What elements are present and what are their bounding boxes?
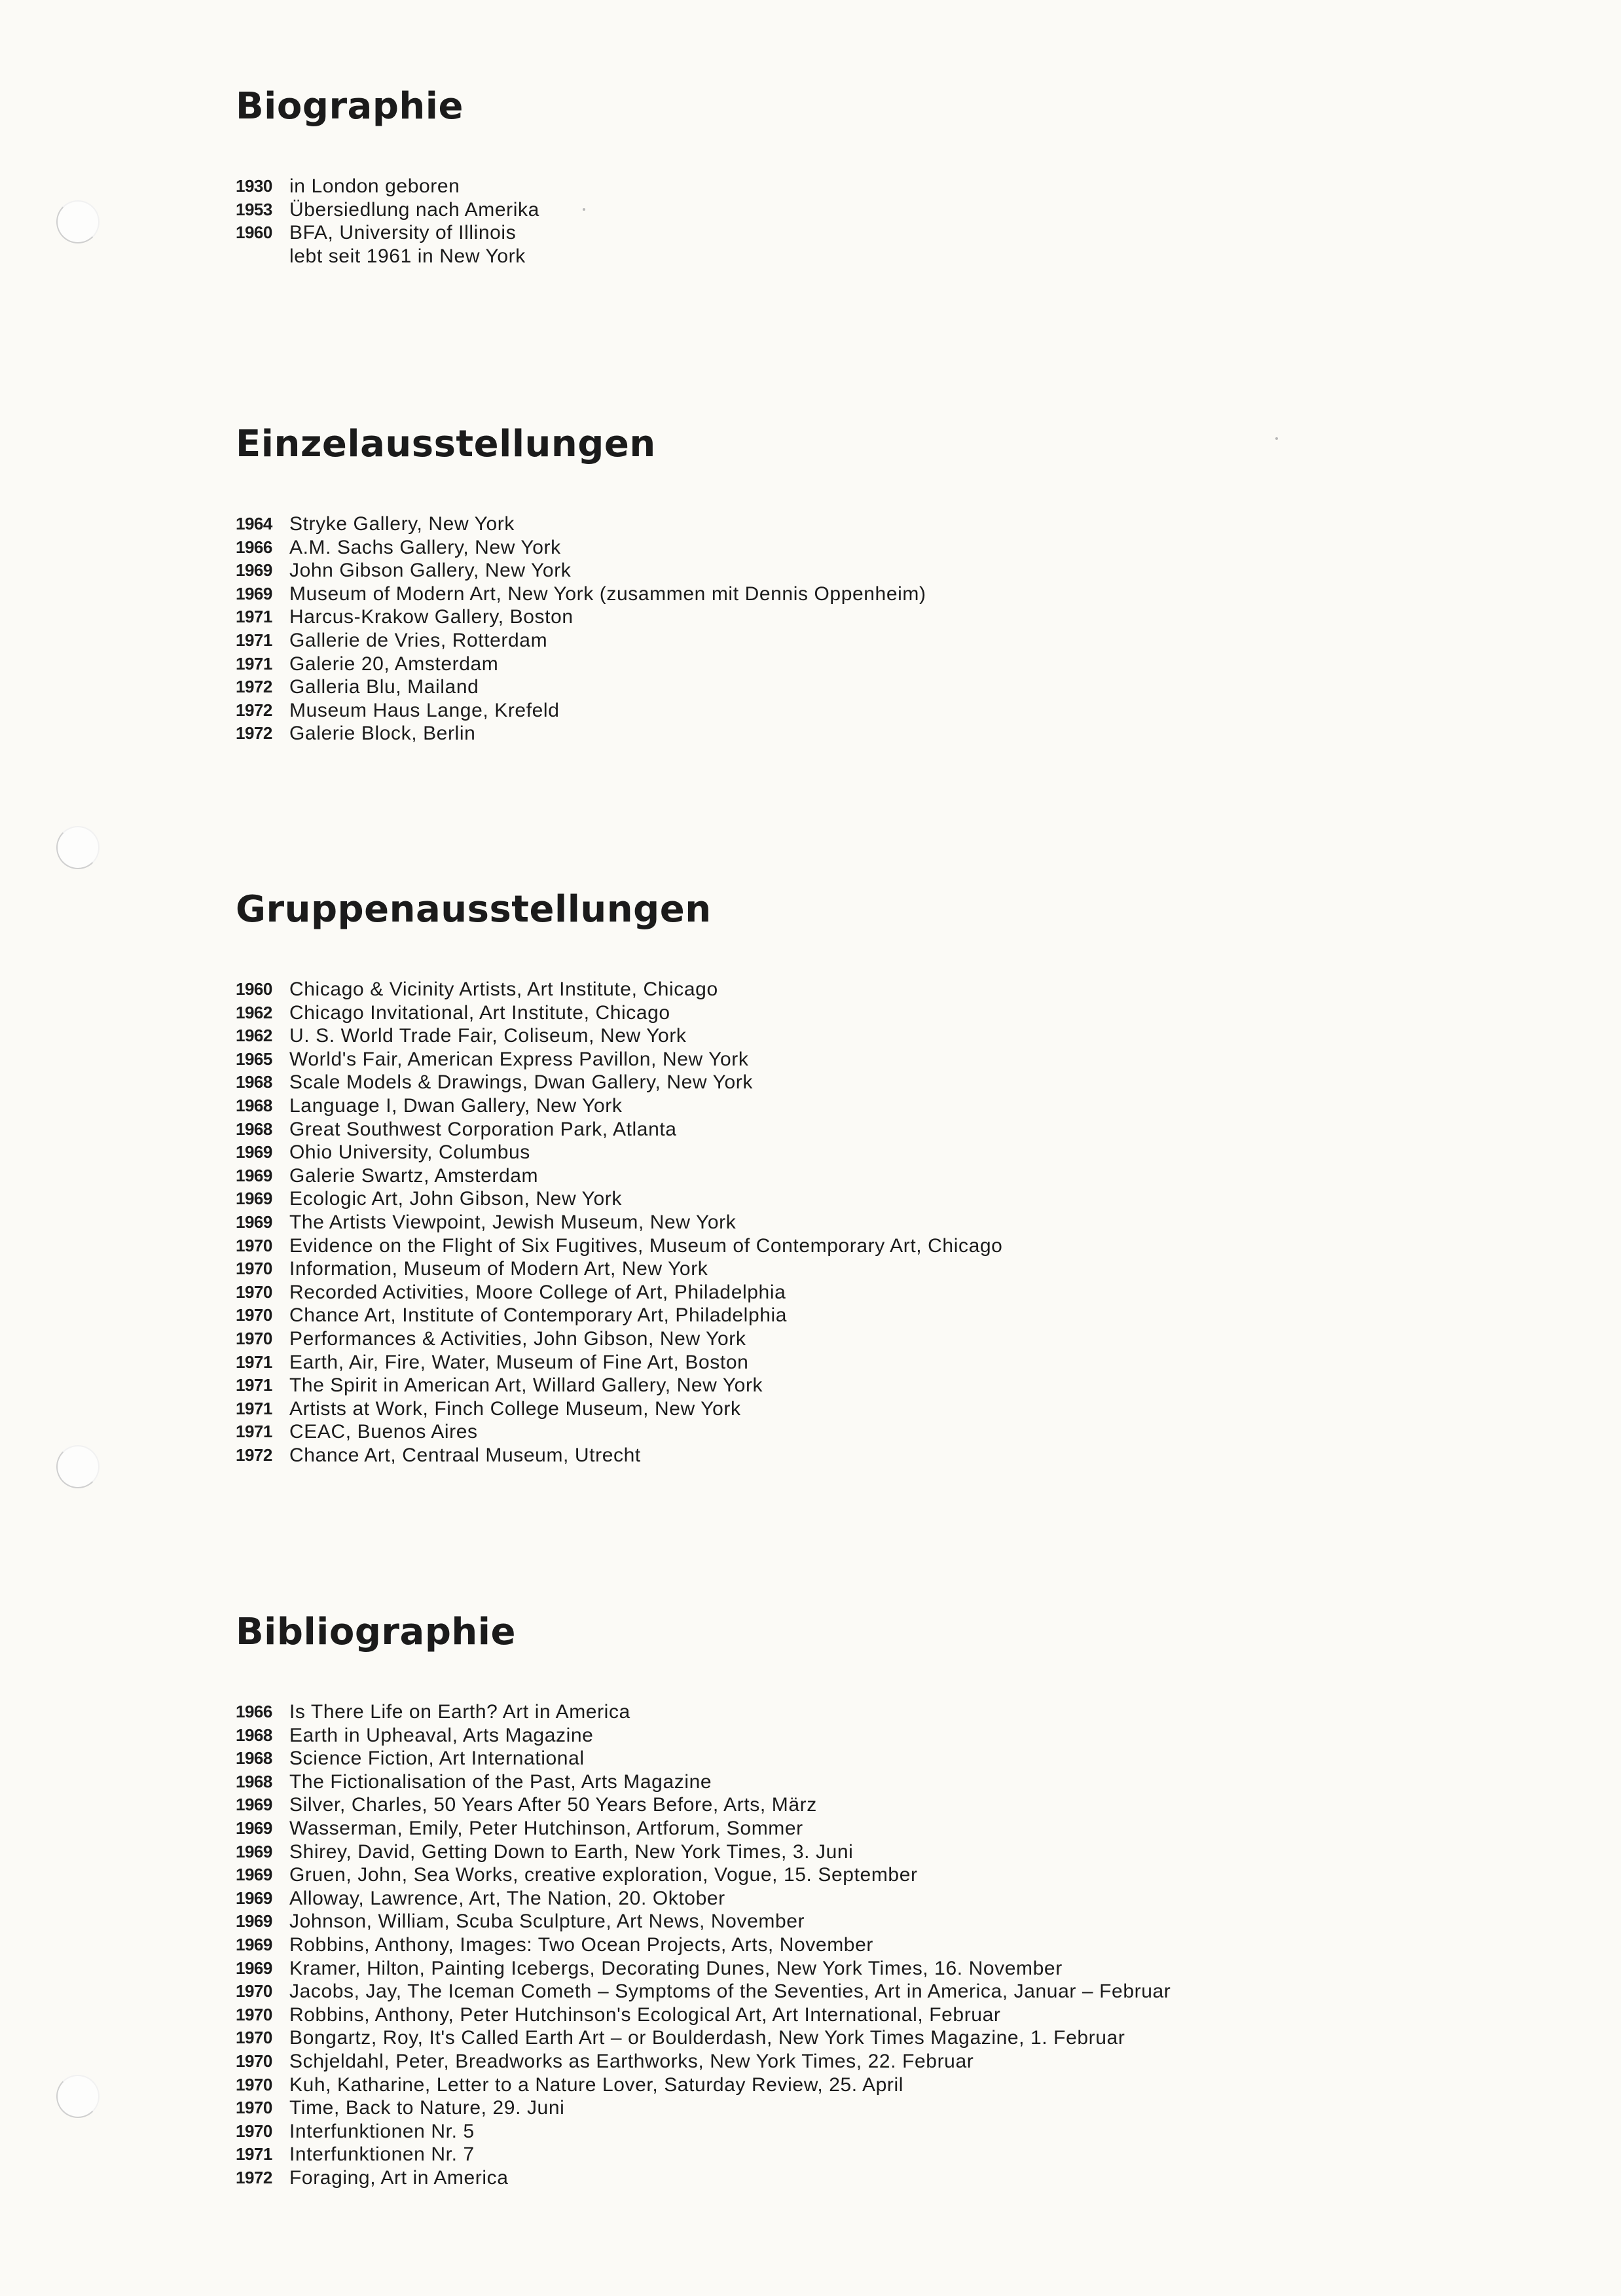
list-item [236, 1094, 1002, 1118]
list-item [236, 1257, 1002, 1281]
list-item [236, 653, 926, 676]
list-item [236, 1700, 1171, 1724]
item-text: lebt seit 1961 in New York [289, 245, 526, 267]
list-item [236, 1957, 1171, 1981]
list-item [236, 2120, 1171, 2144]
einzelausstellungen-list [236, 512, 926, 745]
item-text: Evidence on the Flight of Six Fugitives, Museum of Contemporary Art, Chicago [289, 1234, 1003, 1257]
item-text: Earth, Air, Fire, Water, Museum of Fine Art, Boston [289, 1351, 749, 1373]
gruppenausstellungen-list [236, 978, 1002, 1467]
item-text: Shirey, David, Getting Down to Earth, New York Times, 3. Juni [289, 1840, 854, 1863]
item-year [236, 245, 289, 268]
item-text: Language I, Dwan Gallery, New York [289, 1094, 623, 1117]
item-year: 1969 [236, 583, 272, 603]
section-biographie [236, 85, 539, 268]
list-item [236, 629, 926, 653]
item-text: Performances & Activities, John Gibson, New York [289, 1327, 746, 1350]
paper-speck [1275, 437, 1278, 440]
list-item [236, 978, 1002, 1001]
item-year: 1968 [236, 1748, 272, 1768]
item-text: Foraging, Art in America [289, 2166, 509, 2189]
item-year: 1970 [236, 2028, 272, 2048]
item-text: Interfunktionen Nr. 5 [289, 2120, 475, 2142]
item-text: Gallerie de Vries, Rotterdam [289, 629, 548, 651]
list-item [236, 1863, 1171, 1887]
item-year: 1962 [236, 1026, 272, 1046]
item-text: Johnson, William, Scuba Sculpture, Art News, November [289, 1910, 805, 1933]
item-year: 1971 [236, 607, 272, 627]
list-item [236, 722, 926, 745]
item-text: Scale Models & Drawings, Dwan Gallery, New York [289, 1071, 753, 1094]
list-item [236, 1374, 1002, 1397]
item-year: 1971 [236, 2144, 272, 2164]
item-year: 1968 [236, 1771, 272, 1791]
item-text: Stryke Gallery, New York [289, 513, 515, 535]
section-einzelausstellungen [236, 423, 926, 745]
punch-hole [56, 2075, 100, 2118]
section-heading: Gruppenausstellungen [236, 888, 712, 931]
item-year: 1971 [236, 1398, 272, 1418]
item-year: 1969 [236, 1934, 272, 1954]
list-item [236, 2003, 1171, 2027]
list-item [236, 559, 926, 583]
item-year: 1971 [236, 1352, 272, 1372]
punch-hole [56, 1445, 100, 1488]
item-text: World's Fair, American Express Pavillon, New York [289, 1048, 749, 1070]
bibliographie-list [236, 1700, 1171, 2189]
item-text: Jacobs, Jay, The Iceman Cometh – Symptoms of the Seventies, Art in America, Januar – Februar [289, 1981, 1171, 2003]
section-gruppenausstellungen [236, 888, 1003, 1467]
section-bibliographie [236, 1611, 1171, 2189]
list-item [236, 1304, 1002, 1327]
item-year: 1969 [236, 560, 272, 581]
item-text: Robbins, Anthony, Images: Two Ocean Projects, Arts, November [289, 1933, 873, 1956]
item-year: 1970 [236, 2121, 272, 2141]
list-item [236, 1420, 1002, 1444]
item-year: 1930 [236, 176, 272, 196]
section-heading: Bibliographie [236, 1611, 516, 1653]
item-year: 1964 [236, 514, 272, 533]
list-item [236, 583, 926, 606]
item-text: Science Fiction, Art International [289, 1748, 585, 1770]
list-item [236, 1187, 1002, 1211]
item-text: in London geboren [289, 175, 460, 197]
item-text: Alloway, Lawrence, Art, The Nation, 20. Oktober [289, 1887, 725, 1909]
list-item [236, 1793, 1171, 1817]
item-text: Ecologic Art, John Gibson, New York [289, 1188, 622, 1210]
item-text: Galerie Block, Berlin [289, 723, 476, 745]
item-year: 1969 [236, 1911, 272, 1931]
item-year: 1969 [236, 1142, 272, 1162]
item-text: Is There Life on Earth? Art in America [289, 1701, 630, 1723]
list-item [236, 1234, 1002, 1258]
item-year: 1970 [236, 2098, 272, 2118]
item-text: Chicago & Vicinity Artists, Art Institute, Chicago [289, 978, 718, 1000]
punch-hole [56, 200, 100, 243]
list-item [236, 1980, 1171, 2003]
list-item [236, 1001, 1002, 1025]
item-text: Great Southwest Corporation Park, Atlanta [289, 1118, 677, 1140]
list-item [236, 1211, 1002, 1234]
item-year: 1960 [236, 979, 272, 999]
list-item [236, 1351, 1002, 1374]
item-text: A.M. Sachs Gallery, New York [289, 536, 561, 558]
item-year: 1971 [236, 1375, 272, 1395]
item-year: 1969 [236, 1189, 272, 1209]
list-item [236, 1770, 1171, 1794]
item-text: John Gibson Gallery, New York [289, 560, 572, 582]
item-text: Information, Museum of Modern Art, New York [289, 1258, 708, 1280]
item-text: Recorded Activities, Moore College of Art, Philadelphia [289, 1281, 786, 1303]
list-item [236, 1141, 1002, 1164]
list-item [236, 675, 926, 699]
item-year: 1966 [236, 1702, 272, 1721]
list-item [236, 1071, 1002, 1094]
list-item [236, 2026, 1171, 2050]
list-item [236, 512, 926, 536]
list-item [236, 198, 539, 222]
item-year: 1970 [236, 1235, 272, 1255]
item-year: 1970 [236, 2051, 272, 2071]
section-heading: Einzelausstellungen [236, 423, 656, 465]
list-item [236, 1024, 1002, 1048]
item-year: 1968 [236, 1072, 272, 1092]
item-year: 1972 [236, 700, 272, 720]
item-year: 1971 [236, 653, 272, 673]
item-text: Earth in Upheaval, Arts Magazine [289, 1724, 594, 1746]
list-item [236, 2143, 1171, 2166]
item-year: 1970 [236, 2074, 272, 2094]
item-year: 1972 [236, 677, 272, 697]
item-year: 1969 [236, 1165, 272, 1185]
item-text: Chance Art, Centraal Museum, Utrecht [289, 1444, 641, 1466]
item-text: Time, Back to Nature, 29. Juni [289, 2097, 565, 2119]
item-text: Museum of Modern Art, New York (zusammen mit Dennis Oppenheim) [289, 583, 926, 605]
list-item [236, 536, 926, 560]
item-text: U. S. World Trade Fair, Coliseum, New York [289, 1025, 687, 1047]
item-text: Kuh, Katharine, Letter to a Nature Lover, Saturday Review, 25. April [289, 2073, 903, 2096]
item-year: 1970 [236, 1259, 272, 1279]
item-year: 1969 [236, 1818, 272, 1838]
item-text: The Spirit in American Art, Willard Gallery, New York [289, 1374, 763, 1397]
item-text: Harcus-Krakow Gallery, Boston [289, 606, 574, 628]
item-year: 1969 [236, 1958, 272, 1978]
item-year: 1968 [236, 1095, 272, 1115]
item-year: 1968 [236, 1119, 272, 1139]
section-heading: Biographie [236, 85, 464, 128]
punch-hole [56, 826, 100, 869]
list-item [236, 1327, 1002, 1351]
paper-speck [583, 208, 585, 211]
item-text: Chance Art, Institute of Contemporary Art, Philadelphia [289, 1304, 788, 1327]
list-item [236, 2166, 1171, 2190]
item-year: 1971 [236, 630, 272, 650]
item-year: 1970 [236, 2004, 272, 2024]
item-year: 1970 [236, 1282, 272, 1302]
item-year: 1969 [236, 1841, 272, 1861]
item-year: 1969 [236, 1211, 272, 1232]
item-text: Galerie 20, Amsterdam [289, 653, 499, 675]
item-year: 1972 [236, 2167, 272, 2187]
item-year: 1970 [236, 1328, 272, 1348]
list-item [236, 1817, 1171, 1840]
list-item [236, 1397, 1002, 1421]
item-text: Museum Haus Lange, Krefeld [289, 699, 560, 721]
item-year: 1966 [236, 537, 272, 557]
item-text: Übersiedlung nach Amerika [289, 198, 539, 221]
item-text: Galleria Blu, Mailand [289, 676, 479, 698]
list-item [236, 1281, 1002, 1304]
item-year: 1970 [236, 1981, 272, 2001]
list-item [236, 1444, 1002, 1467]
list-item [236, 175, 539, 198]
item-text: Wasserman, Emily, Peter Hutchinson, Artforum, Sommer [289, 1817, 803, 1839]
item-text: Ohio University, Columbus [289, 1141, 530, 1164]
list-item [236, 1840, 1171, 1864]
list-item [236, 245, 539, 268]
list-item [236, 1118, 1002, 1141]
list-item [236, 2050, 1171, 2073]
item-text: Galerie Swartz, Amsterdam [289, 1164, 539, 1187]
item-year: 1972 [236, 723, 272, 744]
item-text: CEAC, Buenos Aires [289, 1421, 478, 1443]
item-year: 1969 [236, 1795, 272, 1815]
list-item [236, 1933, 1171, 1957]
item-year: 1971 [236, 1422, 272, 1442]
item-year: 1972 [236, 1444, 272, 1465]
list-item [236, 2096, 1171, 2120]
item-text: Artists at Work, Finch College Museum, New York [289, 1397, 741, 1420]
item-year: 1965 [236, 1049, 272, 1069]
list-item [236, 1887, 1171, 1910]
list-item [236, 2073, 1171, 2097]
item-year: 1960 [236, 223, 272, 243]
item-text: Kramer, Hilton, Painting Icebergs, Decorating Dunes, New York Times, 16. November [289, 1957, 1063, 1979]
item-text: Interfunktionen Nr. 7 [289, 2144, 475, 2166]
item-year: 1953 [236, 199, 272, 219]
list-item [236, 1910, 1171, 1933]
list-item [236, 221, 539, 245]
item-year: 1969 [236, 1888, 272, 1908]
list-item [236, 1724, 1171, 1748]
list-item [236, 605, 926, 629]
item-text: Schjeldahl, Peter, Breadworks as Earthworks, New York Times, 22. Februar [289, 2050, 974, 2072]
item-text: Silver, Charles, 50 Years After 50 Years Before, Arts, März [289, 1794, 817, 1816]
list-item [236, 1048, 1002, 1071]
item-text: Bongartz, Roy, It's Called Earth Art – or Boulderdash, New York Times Magazine, 1. Februar [289, 2027, 1125, 2049]
item-year: 1970 [236, 1305, 272, 1325]
biographie-list [236, 175, 539, 268]
item-text: The Fictionalisation of the Past, Arts Magazine [289, 1770, 712, 1793]
list-item [236, 699, 926, 723]
item-year: 1962 [236, 1002, 272, 1022]
item-year: 1969 [236, 1865, 272, 1885]
list-item [236, 1747, 1171, 1770]
item-text: Robbins, Anthony, Peter Hutchinson's Ecological Art, Art International, Februar [289, 2003, 1001, 2026]
item-text: The Artists Viewpoint, Jewish Museum, New York [289, 1211, 737, 1233]
item-text: Chicago Invitational, Art Institute, Chicago [289, 1001, 670, 1024]
item-text: BFA, University of Illinois [289, 222, 517, 244]
list-item [236, 1164, 1002, 1188]
item-text: Gruen, John, Sea Works, creative exploration, Vogue, 15. September [289, 1864, 918, 1886]
item-year: 1968 [236, 1725, 272, 1745]
